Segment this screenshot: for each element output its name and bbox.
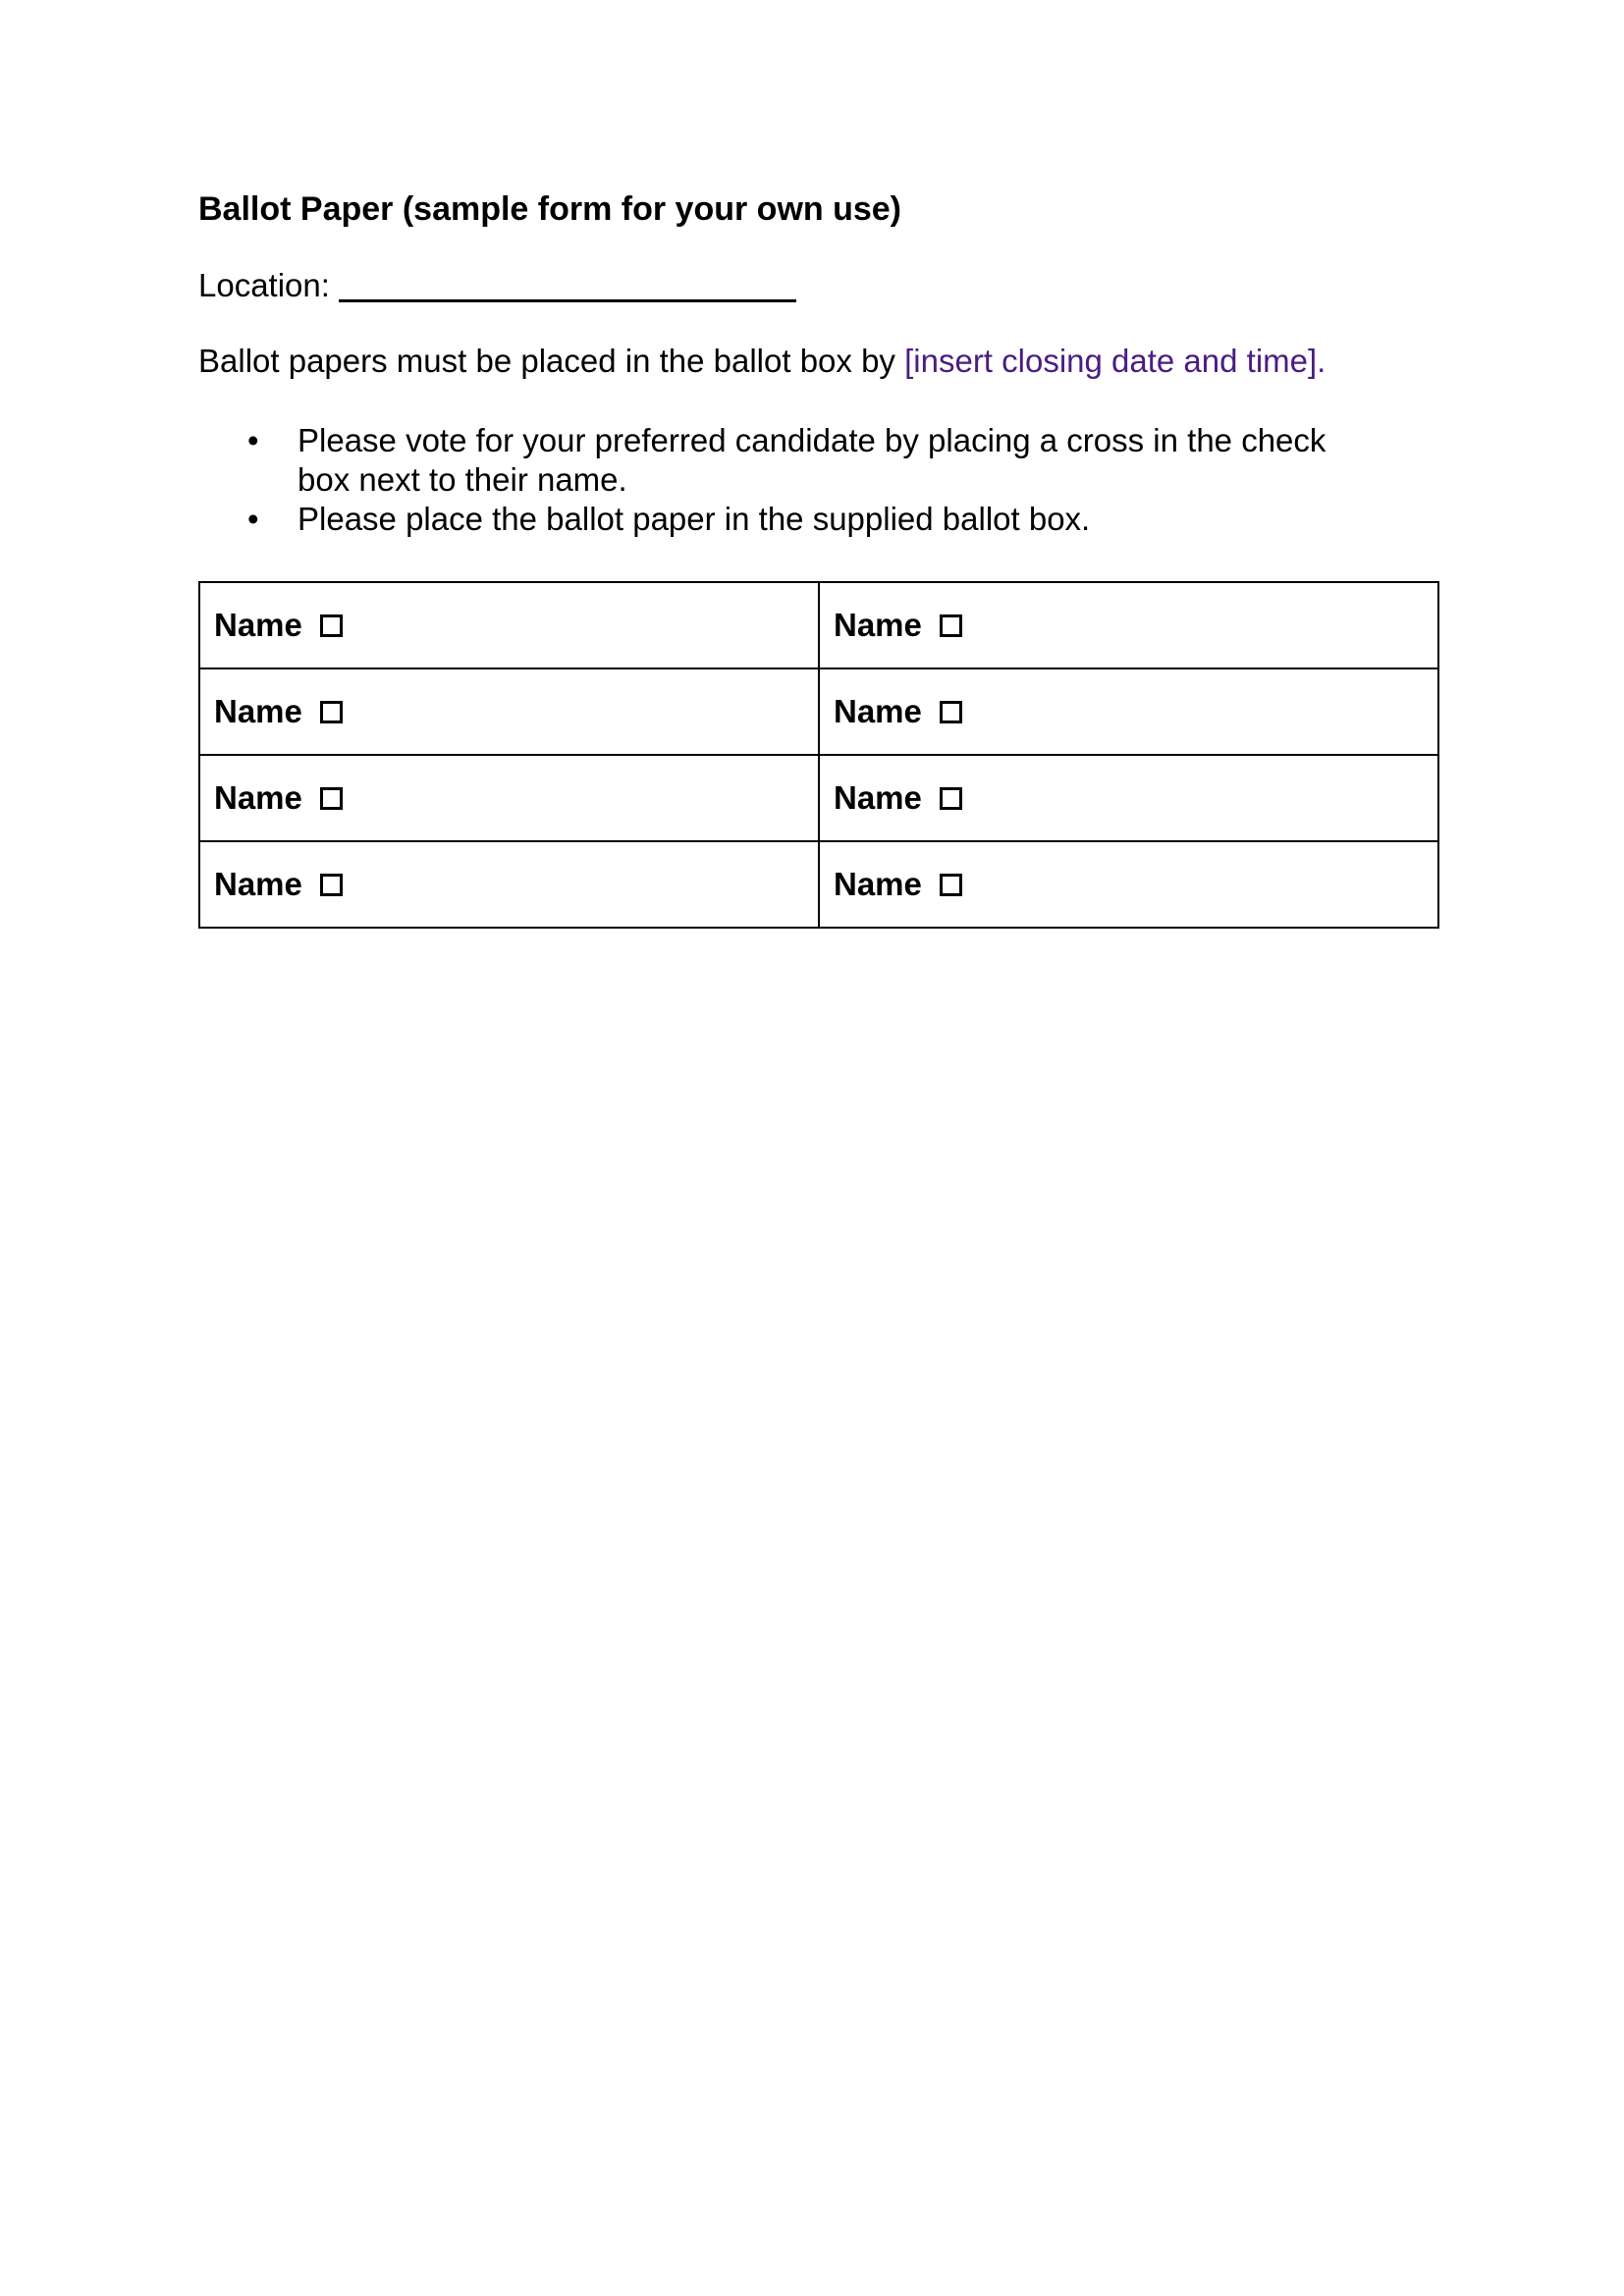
instruction-item xyxy=(198,500,1348,539)
candidate-cell xyxy=(819,755,1438,841)
deadline-placeholder: [insert closing date and time]. xyxy=(904,343,1326,379)
candidate-cell xyxy=(199,668,819,755)
candidate-name: Name xyxy=(834,779,922,816)
vote-checkbox[interactable] xyxy=(940,701,962,723)
vote-checkbox[interactable] xyxy=(940,614,962,637)
deadline-text: Ballot papers must be placed in the ballot box by xyxy=(198,343,905,379)
deadline-statement xyxy=(198,342,1326,381)
candidate-cell xyxy=(819,668,1438,755)
candidate-cell xyxy=(199,582,819,668)
candidate-name: Name xyxy=(834,866,922,902)
candidate-cell xyxy=(819,841,1438,928)
candidate-name: Name xyxy=(214,866,302,902)
vote-checkbox[interactable] xyxy=(320,787,343,810)
candidate-name: Name xyxy=(834,607,922,643)
candidate-cell xyxy=(199,755,819,841)
candidate-name: Name xyxy=(834,693,922,729)
candidate-name: Name xyxy=(214,693,302,729)
ballot-table xyxy=(198,581,1439,929)
vote-checkbox[interactable] xyxy=(320,614,343,637)
instructions-list xyxy=(198,421,1377,539)
instruction-text: Please vote for your preferred candidate by placing a cross in the check box next to their name. xyxy=(298,422,1326,498)
vote-checkbox[interactable] xyxy=(320,701,343,723)
bullet-icon: • xyxy=(247,501,259,537)
table-row xyxy=(199,755,1438,841)
candidate-name: Name xyxy=(214,779,302,816)
candidate-cell xyxy=(199,841,819,928)
instruction-item xyxy=(198,421,1348,500)
location-label: Location: xyxy=(198,267,330,303)
instruction-text: Please place the ballot paper in the supplied ballot box. xyxy=(298,501,1091,537)
candidate-cell xyxy=(819,582,1438,668)
vote-checkbox[interactable] xyxy=(320,874,343,896)
table-row xyxy=(199,841,1438,928)
vote-checkbox[interactable] xyxy=(940,874,962,896)
bullet-icon: • xyxy=(247,422,259,458)
table-row xyxy=(199,668,1438,755)
location-blank-line[interactable] xyxy=(339,299,796,302)
vote-checkbox[interactable] xyxy=(940,787,962,810)
table-row xyxy=(199,582,1438,668)
page-title: Ballot Paper (sample form for your own use) xyxy=(198,190,902,228)
candidate-name: Name xyxy=(214,607,302,643)
location-field xyxy=(198,266,796,305)
